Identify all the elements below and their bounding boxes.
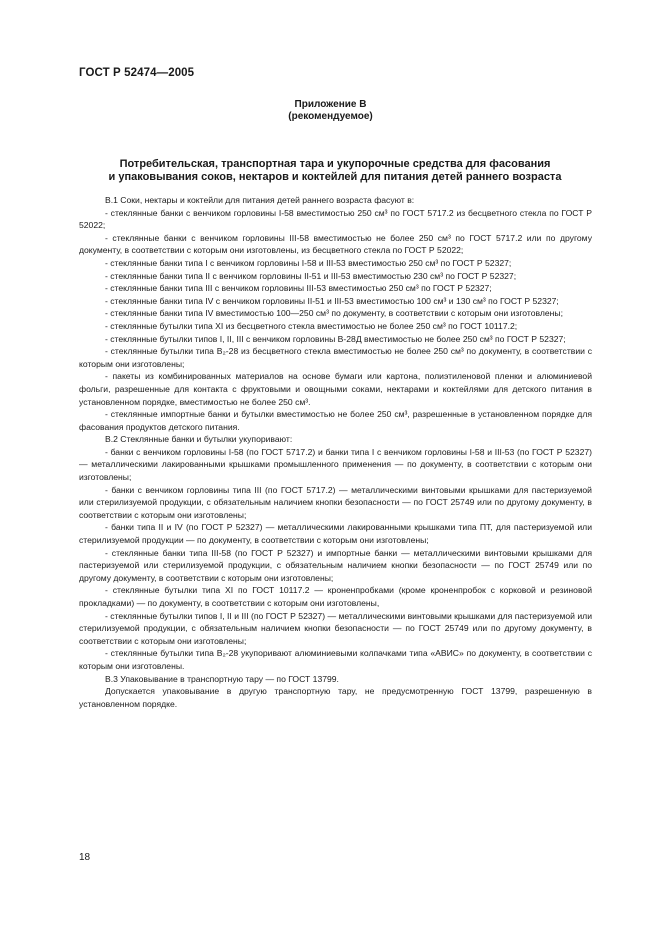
list-item: - стеклянные банки типа II с венчиком горловины II-51 и III-53 вместимостью 230 см³ по ГОСТ Р 52327; — [105, 270, 517, 281]
appendix-title — [90, 158, 580, 184]
standard-designation: ГОСТ Р 52474—2005 — [79, 67, 195, 79]
paragraph-b3-note: Допускается упаковывание в другую транспортную тару, не предусмотренную ГОСТ 13799, разрешенную в установленном порядке. — [79, 686, 592, 709]
list-item: - пакеты из комбинированных материалов на основе бумаги или картона, полиэтиленовой пленки и алюминиевой фольги, разрешенные для контакта с фруктовыми и овощными соками, нектарами и коктейлями для детского питания в установленном порядке, вместимостью не более 250 см³. — [79, 371, 592, 407]
list-item: - стеклянные банки типа IV с венчиком горловины II-51 и III-53 вместимостью 100 см³ и 130 см³ по ГОСТ Р 52327; — [105, 295, 559, 306]
list-item: - стеклянные бутылки типов I, II и III (по ГОСТ Р 52327) — металлическими винтовыми крышками для пастеризуемой или стерилизуемой продукции, с обязательным наличием кнопки безопасности — по ГОСТ 25749 или по другому документу, в соответствии с которым они изготовлены; — [79, 610, 592, 646]
list-item: - стеклянные импортные банки и бутылки вместимостью не более 250 см³, разрешенные в установленном порядке для фасования продуктов детского питания. — [79, 409, 592, 432]
paragraph-b2-intro: В.2 Стеклянные банки и бутылки укупоривают: — [105, 434, 293, 445]
list-item: - стеклянные бутылки типов I, II, III с венчиком горловины В-28Д вместимостью не более 250 см³ по ГОСТ Р 52327; — [105, 333, 566, 344]
list-item: - банки с венчиком горловины типа III (по ГОСТ 5717.2) — металлическими винтовыми крышками для пастеризуемой или стерилизуемой продукции, с обязательным наличием кнопки безопасности — по ГОСТ 25749 или по другому документу, в соответствии с которым они изготовлены; — [79, 484, 592, 520]
list-item: - стеклянные банки с венчиком горловины III-58 вместимостью не более 250 см³ по ГОСТ 5717.2 или по другому документу, в соответствии с которым они изготовлены, из бесцветного стекла по ГОСТ Р 52022; — [79, 232, 592, 256]
list-item: - стеклянные банки типа III-58 (по ГОСТ Р 52327) и импортные банки — металлическими винтовыми крышками для пастеризуемой или стерилизуемой продукции, с обязательным наличием кнопки безопасности — по ГОСТ 25749 или по другому документу, в соответствии с которым они изготовлены; — [79, 547, 592, 583]
list-item: - стеклянные бутылки типа В₂-28 укупоривают алюминиевыми колпачками типа «АВИС» по документу, в соответствии с которым они изготовлены. — [79, 648, 592, 671]
list-item: - банки типа II и IV (по ГОСТ Р 52327) — металлическими лакированными крышками типа ПТ, для пастеризуемой или стерилизуемой продукции — по документу, в соответствии с которым они изготовлены; — [79, 522, 592, 546]
list-item: - стеклянные банки типа IV вместимостью 100—250 см³ по документу, в соответствии с которым они изготовлены; — [105, 308, 563, 319]
list-item: - стеклянные бутылки типа XI из бесцветного стекла вместимостью не более 250 см³ по ГОСТ 10117.2; — [105, 320, 518, 331]
appendix-label: Приложение В — [294, 99, 367, 110]
page-number: 18 — [79, 852, 91, 863]
list-item: - стеклянные банки с венчиком горловины I-58 вместимостью 250 см³ по ГОСТ 5717.2 из бесцветного стекла по ГОСТ Р 52022; — [79, 207, 592, 231]
list-item: - стеклянные бутылки типа XI по ГОСТ 10117.2 — кроненпробками (кроме кроненпробок с корковой и резиновой прокладками) — по документу, в соответствии с которым они изготовлены, — [79, 585, 592, 608]
paragraph-b3: В.3 Упаковывание в транспортную тару — по ГОСТ 13799. — [105, 673, 339, 684]
list-item: - стеклянные банки типа I с венчиком горловины I-58 и III-53 вместимостью 250 см³ по ГОСТ Р 52327; — [105, 257, 512, 268]
body-text — [79, 194, 592, 710]
appendix-title-line-1: Потребительская, транспортная тара и укупорочные средства для фасования — [119, 158, 551, 170]
appendix-title-line-2: и упаковывания соков, нектаров и коктейлей для питания детей раннего возраста — [108, 171, 562, 183]
appendix-status: (рекомендуемое) — [288, 111, 373, 122]
list-item: - стеклянные бутылки типа В₂-28 из бесцветного стекла вместимостью не более 250 см³ по документу, в соответствии с которым они изготовлены; — [79, 346, 592, 369]
list-item: - банки с венчиком горловины I-58 (по ГОСТ 5717.2) и банки типа I с венчиком горловины I-58 и III-53 (по ГОСТ Р 52327) — металлическими лакированными крышками промышленного применения — по документу, в соответствии с которым они изготовлены; — [79, 446, 592, 483]
list-item: - стеклянные банки типа III с венчиком горловины III-53 вместимостью 250 см³ по ГОСТ Р 52327; — [105, 283, 492, 294]
paragraph-b1-intro: В.1 Соки, нектары и коктейли для питания детей раннего возраста фасуют в: — [105, 195, 415, 205]
